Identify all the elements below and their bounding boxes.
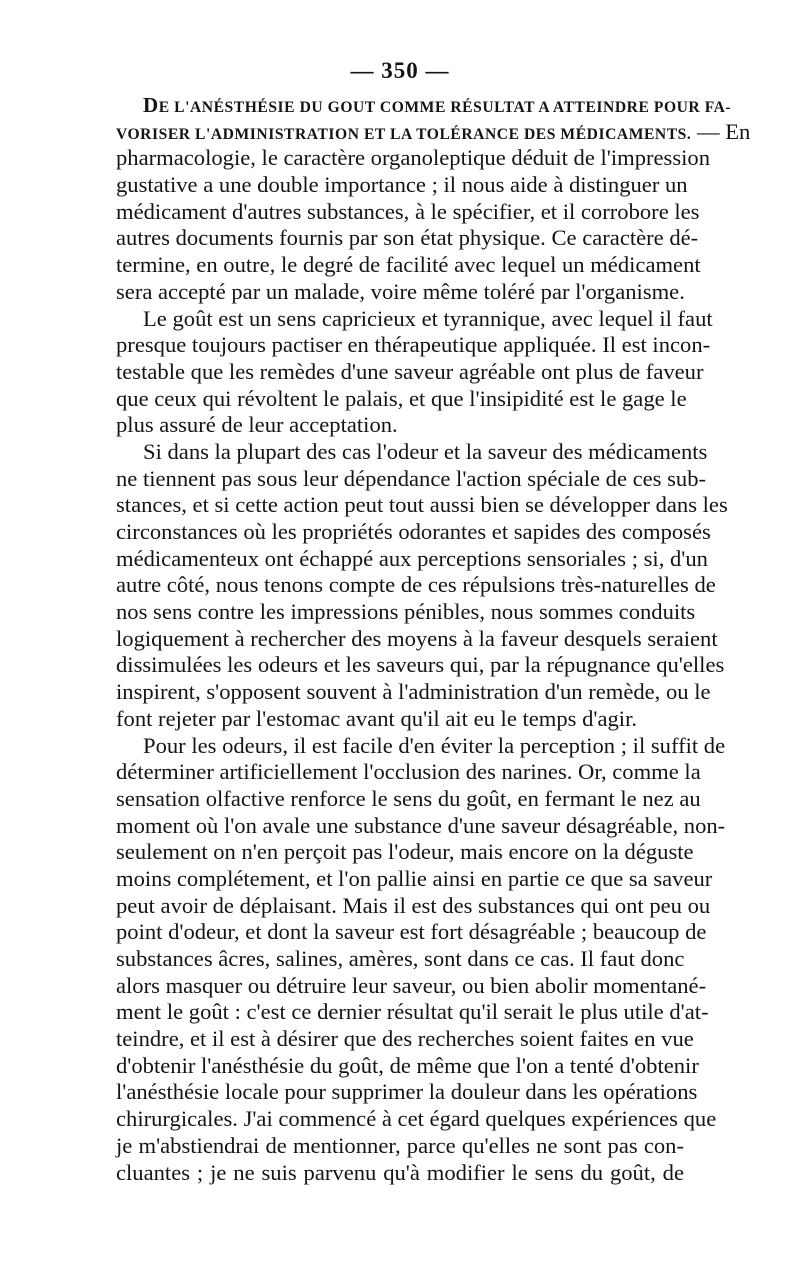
text-line: nos sens contre les impressions pénibles, nous sommes conduits <box>116 599 696 625</box>
text-line: chirurgicales. J'ai commencé à cet égard quelques expériences que <box>116 1106 717 1132</box>
text-line: dissimulées les odeurs et les saveurs qui, par la répugnance qu'elles <box>116 652 725 678</box>
text-line: logiquement à rechercher des moyens à la faveur desquels seraient <box>116 625 718 651</box>
text-line: plus assuré de leur acceptation. <box>116 412 398 438</box>
text-line: testable que les remèdes d'une saveur agréable ont plus de faveur <box>116 358 704 384</box>
text-line: sera accepté par un malade, voire même toléré par l'organisme. <box>116 278 685 304</box>
text-line: inspirent, s'opposent souvent à l'administration d'un remède, ou le <box>116 679 711 705</box>
text-line: autres documents fournis par son état physique. Ce caractère dé- <box>116 225 699 251</box>
text-line: d'obtenir l'anésthésie du goût, de même que l'on a tenté d'obtenir <box>116 1052 699 1078</box>
text-line: moins complétement, et l'on pallie ainsi en partie ce que sa saveur <box>116 865 713 891</box>
text-line: médicament d'autres substances, à le spécifier, et il corrobore les <box>116 198 700 224</box>
text-line: Le goût est un sens capricieux et tyrannique, avec lequel il faut <box>143 305 713 331</box>
text-line: Si dans la plupart des cas l'odeur et la saveur des médicaments <box>143 438 708 464</box>
text-line: que ceux qui révoltent le palais, et que l'insipidité est le gage le <box>116 385 687 411</box>
text-line: font rejeter par l'estomac avant qu'il ait eu le temps d'agir. <box>116 705 638 731</box>
text-line: ne tiennent pas sous leur dépendance l'action spéciale de ces sub- <box>116 465 707 491</box>
text-line: point d'odeur, et dont la saveur est fort désagréable ; beaucoup de <box>116 919 707 945</box>
text-line: peut avoir de déplaisant. Mais il est des substances qui ont peu ou <box>116 892 711 918</box>
heading-text: E L'ANÉSTHÉSIE DU GOUT COMME RÉSULTAT A ATTEINDRE POUR FA- <box>158 99 732 116</box>
text-line: teindre, et il est à désirer que des recherches soient faites en vue <box>116 1026 694 1052</box>
text-line: gustative a une double importance ; il nous aide à distinguer un <box>116 172 688 198</box>
text-line: seulement on n'en perçoit pas l'odeur, mais encore on la déguste <box>116 839 694 865</box>
text-line: substances âcres, salines, amères, sont dans ce cas. Il faut donc <box>116 946 685 971</box>
text-line: termine, en outre, le degré de facilité avec lequel un médicament <box>116 252 701 278</box>
text-line: ment le goût : c'est ce dernier résultat qu'il serait le plus utile d'at- <box>116 999 709 1025</box>
text-line: médicamenteux ont échappé aux perceptions sensoriales ; si, d'un <box>116 545 708 571</box>
text-line: je m'abstiendrai de mentionner, parce qu'elles ne sont pas con- <box>116 1132 684 1158</box>
text-line: alors masquer ou détruire leur saveur, ou bien abolir momentané- <box>116 972 707 998</box>
section-heading <box>143 93 732 117</box>
text-line: cluantes ; je ne suis parvenu qu'à modifier le sens du goût, de <box>116 1159 684 1185</box>
text-line: presque toujours pactiser en thérapeutique appliquée. Il est incon- <box>116 332 711 358</box>
paragraph-text: — En <box>691 118 751 144</box>
text-line: Pour les odeurs, il est facile d'en éviter la perception ; il suffit de <box>143 732 726 758</box>
heading-line <box>116 118 751 146</box>
heading-line <box>116 92 732 119</box>
text-line: sensation olfactive renforce le sens du goût, en fermant le nez au <box>116 785 701 811</box>
heading-initial: D <box>143 93 159 117</box>
text-line: circonstances où les propriétés odorantes et sapides des composés <box>116 519 711 544</box>
page-number: — 350 — <box>350 58 450 83</box>
text-line: l'anésthésie locale pour supprimer la douleur dans les opérations <box>116 1079 698 1105</box>
text-line: moment où l'on avale une substance d'une saveur désagréable, non- <box>116 812 726 838</box>
text-line: déterminer artificiellement l'occlusion des narines. Or, comme la <box>116 759 701 785</box>
section-heading-continued: VORISER L'ADMINISTRATION ET LA TOLÉRANCE DES MÉDICAMENTS. <box>116 125 692 143</box>
text-line: stances, et si cette action peut tout aussi bien se développer dans les <box>116 492 728 518</box>
text-body <box>116 92 751 1186</box>
text-line: autre côté, nous tenons compte de ces répulsions très-naturelles de <box>116 572 716 598</box>
text-line: pharmacologie, le caractère organoleptique déduit de l'impression <box>116 145 711 171</box>
